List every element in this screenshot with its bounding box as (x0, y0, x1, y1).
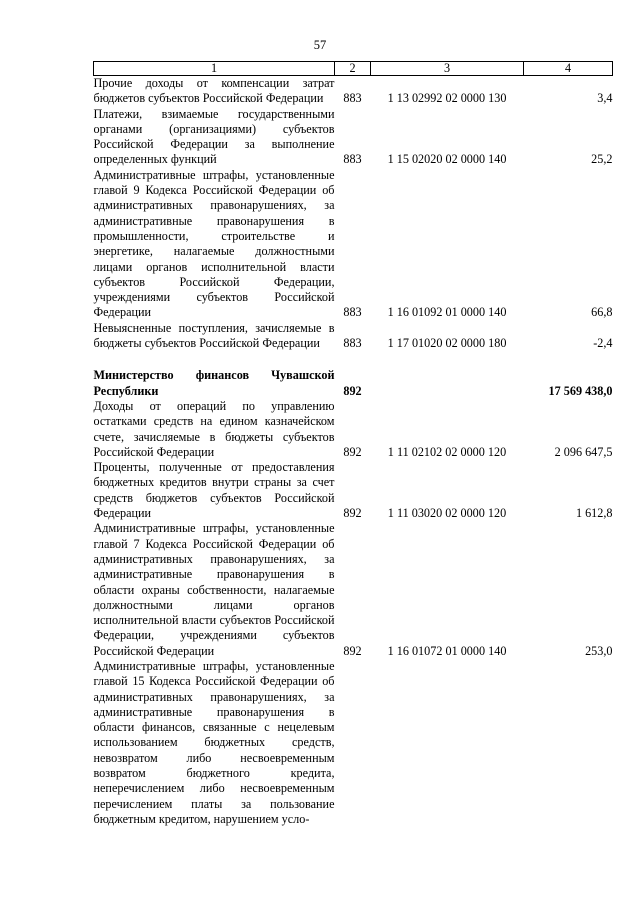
row-description: Проценты, полученные от предоставления бюджетных кредитов внутри страны за счет средств бюджетов субъектов Российской Федерации (93, 460, 335, 521)
row-admin-code: 883 (343, 152, 362, 167)
row-revenue-code: 1 15 02020 02 0000 140 (387, 152, 507, 167)
row-amount: 66,8 (591, 305, 613, 320)
spacer-cell (94, 351, 613, 368)
table-row (94, 168, 613, 321)
table-header (94, 62, 613, 76)
row-description: Административные штрафы, установленные главой 7 Кодекса Российской Федерации об административных правонарушениях, за административные правонарушения в области охраны собственности, налагаемые должностными лицами органов исполнительной власти субъектов Российской Федерации, учреждениями субъектов Российской Федерации (93, 521, 335, 658)
row-amount (524, 659, 613, 827)
row-revenue-code: 1 16 01092 01 0000 140 (387, 305, 507, 320)
row-amount: -2,4 (593, 336, 613, 351)
row-admin-code: 883 (343, 91, 362, 106)
header-col-4: 4 (524, 62, 613, 76)
row-admin-code: 892 (343, 383, 362, 398)
header-col-2: 2 (335, 62, 371, 76)
row-amount: 2 096 647,5 (554, 444, 613, 459)
row-admin-code: 883 (343, 336, 362, 351)
table-body (94, 76, 613, 828)
row-admin-code: 892 (343, 506, 362, 521)
row-description: Доходы от операций по управлению остатками средств на едином казначейском счете, зачисляемые в бюджеты субъектов Российской Федерации (93, 398, 335, 459)
row-description: Прочие доходы от компенсации затрат бюджетов субъектов Российской Федерации (93, 76, 335, 106)
row-amount: 253,0 (585, 643, 613, 658)
row-revenue-code: 1 16 01072 01 0000 140 (387, 643, 507, 658)
table-row (94, 107, 613, 168)
row-description: Административные штрафы, установленные главой 9 Кодекса Российской Федерации об административных правонарушениях, за административные правонарушения в промышленности, строительстве и энергетике, налагаемые должностными лицами органов исполнительной власти субъектов Российской Федерации, учреждениями субъектов Российской Федерации (93, 167, 335, 320)
row-description: Платежи, взимаемые государственными органами (организациями) субъектов Российской Федерации за выполнение определенных функций (93, 106, 335, 167)
row-amount: 17 569 438,0 (548, 383, 613, 398)
row-revenue-code: 1 13 02992 02 0000 130 (387, 91, 507, 106)
header-col-1: 1 (94, 62, 335, 76)
row-admin-code (335, 659, 371, 827)
row-amount: 1 612,8 (575, 506, 613, 521)
row-revenue-code: 1 17 01020 02 0000 180 (387, 336, 507, 351)
row-description: Невыясненные поступления, зачисляемые в бюджеты субъектов Российской Федерации (93, 320, 335, 351)
table-row (94, 659, 613, 827)
row-amount: 25,2 (591, 152, 613, 167)
table-spacer-row (94, 351, 613, 368)
row-description: Административные штрафы, установленные главой 15 Кодекса Российской Федерации об административных правонарушениях, за административные правонарушения в области финансов, связанные с нецелевым использованием бюджетных средств, невозвратом либо несвоевременным возвратом бюджетного кредита, неперечислением либо несвоевременным перечислением платы за пользование бюджетным кредитом, нарушением усло- (93, 658, 335, 826)
row-revenue-code (371, 368, 524, 399)
table-row (94, 76, 613, 107)
row-revenue-code: 1 11 03020 02 0000 120 (387, 506, 507, 521)
row-description: Министерство финансов Чувашской Республики (93, 368, 335, 398)
page-number: 57 (313, 38, 327, 52)
row-admin-code: 892 (343, 643, 362, 658)
revenue-table (93, 61, 613, 827)
row-amount: 3,4 (597, 91, 613, 106)
header-col-3: 3 (371, 62, 524, 76)
table-row (94, 368, 613, 399)
table-row (94, 399, 613, 460)
row-admin-code: 883 (343, 305, 362, 320)
table-row (94, 521, 613, 659)
row-admin-code: 892 (343, 444, 362, 459)
row-revenue-code: 1 11 02102 02 0000 120 (387, 444, 507, 459)
table-row (94, 460, 613, 521)
table-row (94, 321, 613, 352)
row-revenue-code (371, 659, 524, 827)
